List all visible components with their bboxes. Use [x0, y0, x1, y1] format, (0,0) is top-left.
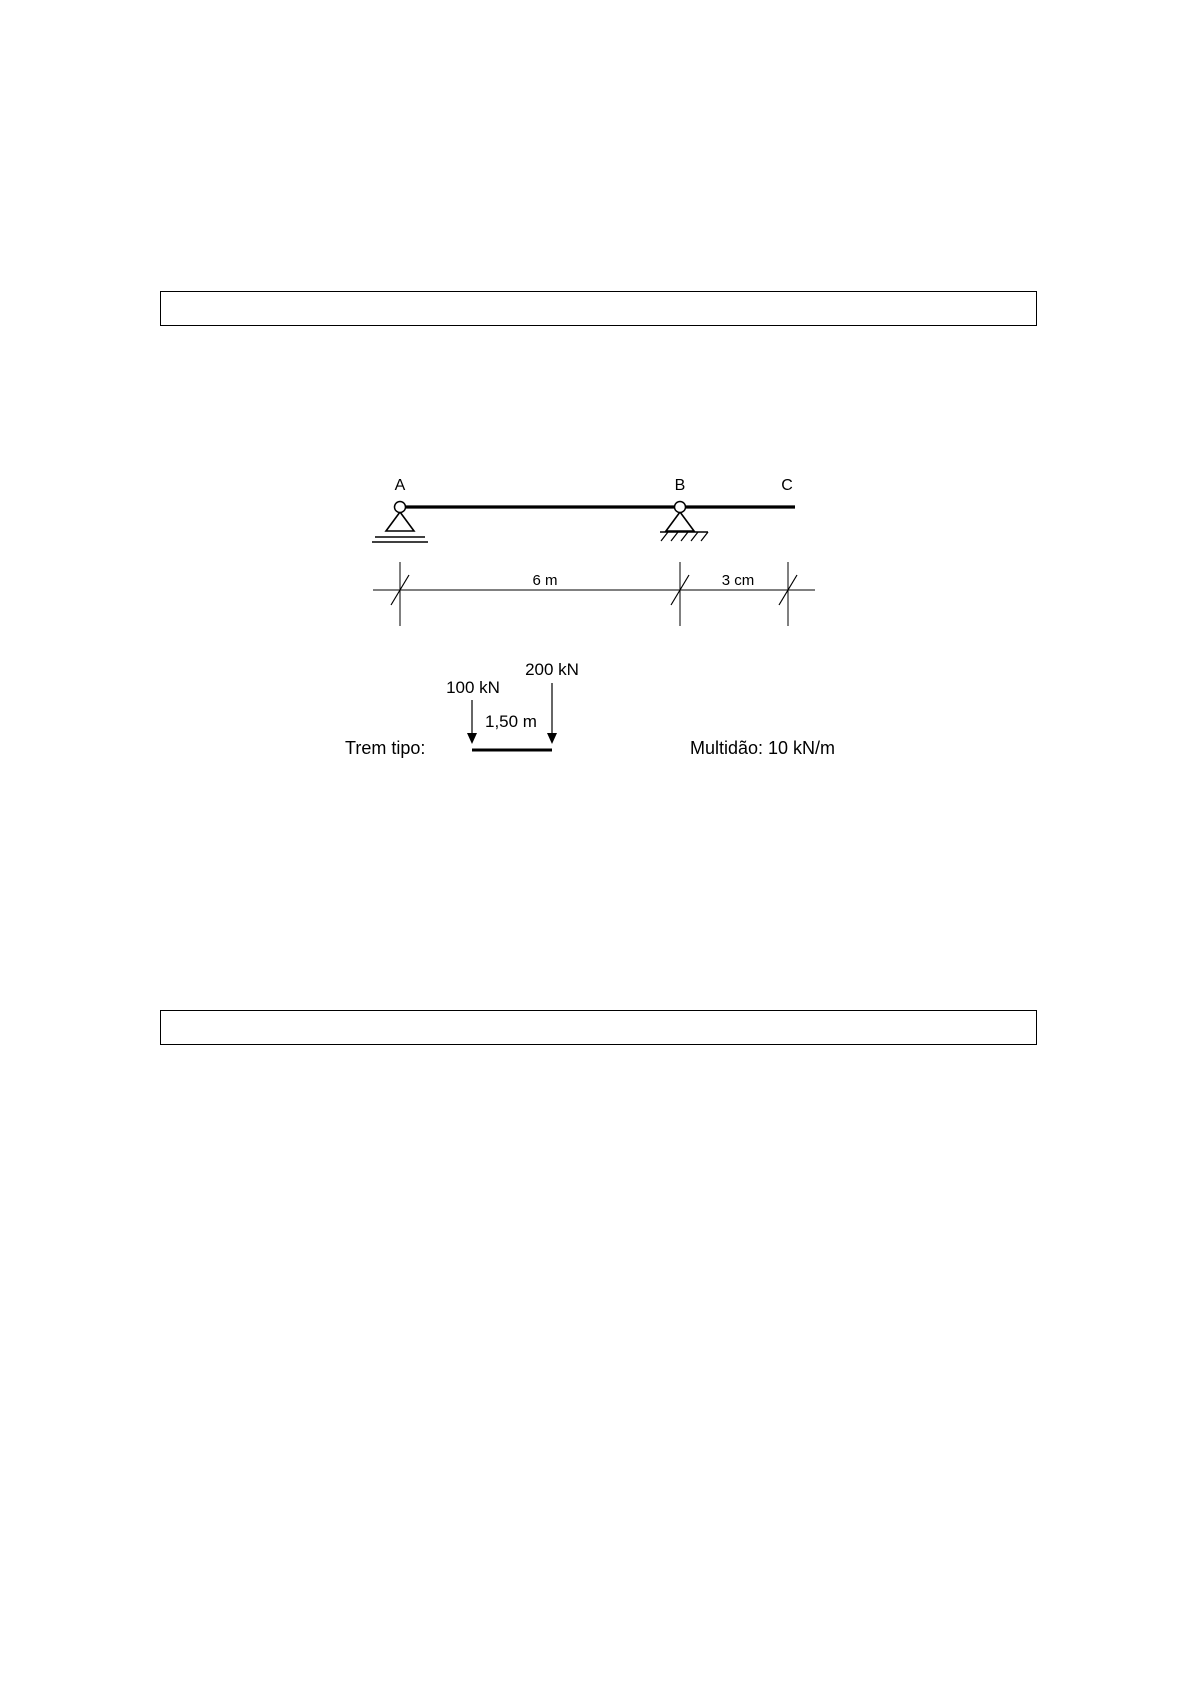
- dimension-label-bc: 3 cm: [721, 572, 755, 589]
- hinge-b: [675, 502, 686, 513]
- pinned-support-b: [660, 512, 708, 541]
- train-label: Trem tipo:: [345, 738, 426, 758]
- load-label-100kn: 100 kN: [446, 678, 500, 697]
- node-label-b: B: [674, 477, 686, 494]
- arrow-200kn: [547, 683, 557, 744]
- spacing-label: 1,50 m: [485, 712, 537, 731]
- arrow-100kn: [467, 700, 477, 744]
- dimension-label-ab: 6 m: [532, 572, 558, 589]
- load-label-200kn: 200 kN: [525, 660, 579, 679]
- crowd-load-label: Multidão: 10 kN/m: [690, 738, 836, 758]
- node-label-a: A: [394, 477, 406, 494]
- hinge-a: [395, 502, 406, 513]
- answer-box-bottom: [160, 1010, 1037, 1045]
- roller-support-a: [372, 512, 428, 542]
- node-label-c: C: [781, 477, 793, 494]
